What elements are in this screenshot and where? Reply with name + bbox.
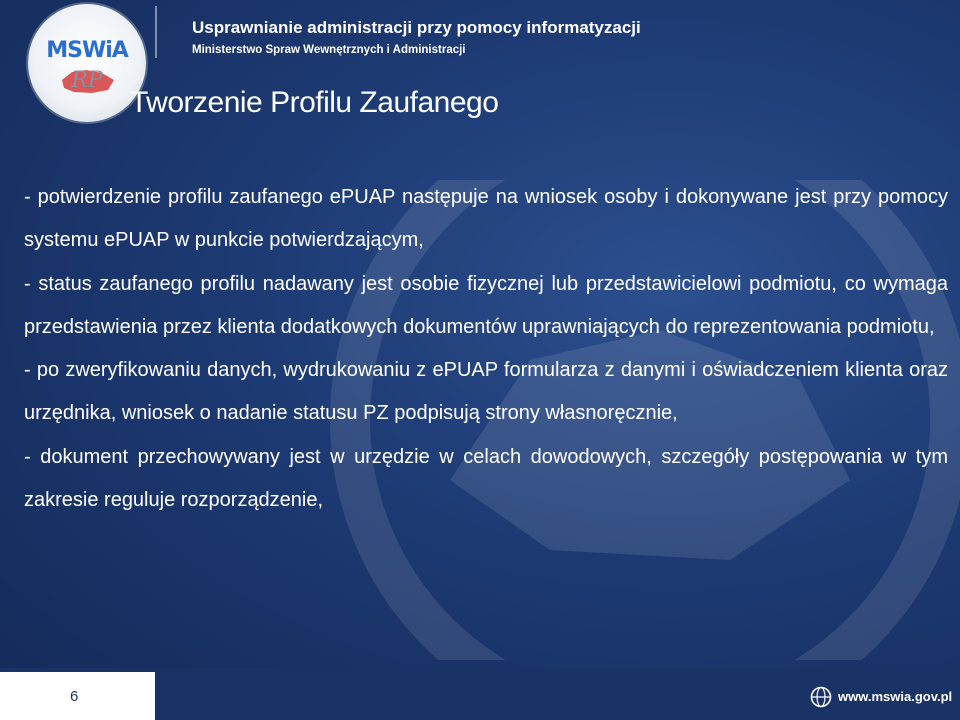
slide-content [24,176,948,522]
globe-icon [810,686,832,708]
org-subtitle: Ministerstwo Spraw Wewnętrznych i Administracji [192,44,466,56]
mswia-logo [28,4,146,122]
slide-title: Tworzenie Profilu Zaufanego [130,86,499,119]
bullet-paragraph: - status zaufanego profilu nadawany jest osobie fizycznej lub przedstawicielowi podmiotu, co wymaga przedstawienia przez klienta dodatkowych dokumentów uprawniających do reprezentowania podmiotu, [24,272,948,338]
bullet-paragraph: - po zweryfikowaniu danych, wydrukowaniu z ePUAP formularza z danymi i oświadczeniem klienta oraz urzędnika, wniosek o nadanie statusu PZ podpisują strony własnoręcznie, [24,359,948,425]
slide-header [0,0,960,93]
page-number: 6 [70,688,79,705]
org-title: Usprawnianie administracji przy pomocy informatyzacji [192,18,641,37]
website-url[interactable]: www.mswia.gov.pl [838,689,953,704]
header-divider [155,6,157,58]
logo-rp: RP [71,68,103,93]
bullet-paragraph: - dokument przechowywany jest w urzędzie w celach dowodowych, szczegóły postępowania w tym zakresie reguluje rozporządzenie, [24,445,948,512]
bullet-paragraph: - potwierdzenie profilu zaufanego ePUAP następuje na wniosek osoby i dokonywane jest przy pomocy systemu ePUAP w punkcie potwierdzającym, [24,186,948,252]
logo-text: MSWiA [46,38,128,63]
